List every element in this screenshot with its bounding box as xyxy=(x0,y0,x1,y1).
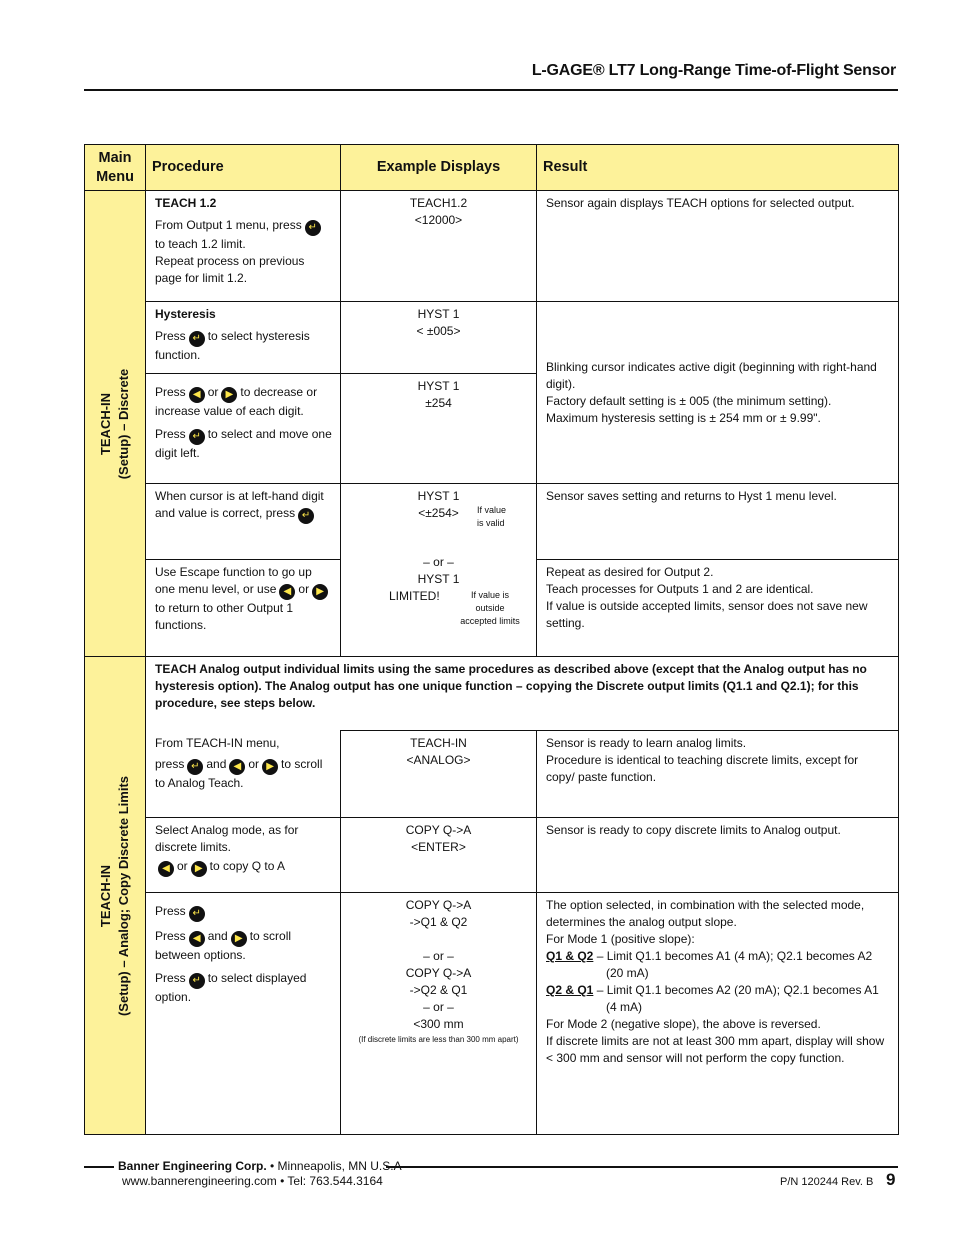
enter-key-icon: ↵ xyxy=(189,906,205,922)
document-title: L-GAGE® LT7 Long-Range Time-of-Flight Sensor xyxy=(531,62,896,79)
right-arrow-key-icon: ▶ xyxy=(231,931,247,947)
page-number: 9 xyxy=(886,1170,896,1189)
header-example-displays: Example Displays xyxy=(341,145,537,191)
example-teach12: TEACH1.2 <12000> xyxy=(341,191,537,302)
procedure-hysteresis-adjust: Press ◀ or ▶ to decrease or increase value of each digit. Press ↵ to select and move one digit left. xyxy=(146,374,341,484)
result-copy: The option selected, in combination with the selected mode, determines the analog output slope. For Mode 1 (positive slope): Q1 & Q2 – Limit Q1.1 becomes A1 (4 mA); Q2.1 becomes A2 (20 mA) Q2 & Q1 – Limit Q1.1 becomes A2 (20 mA); Q2.1 becomes A1 (4 mA) For Mode 2 (negative slope), the above is reversed. If discrete limits are not at least 300 mm apart, display will show < 300 mm and sensor will not perform the copy function. xyxy=(537,893,899,1135)
result-hysteresis-save: Sensor saves setting and returns to Hyst 1 menu level. xyxy=(537,484,899,560)
table-row xyxy=(85,191,899,302)
enter-key-icon: ↵ xyxy=(305,220,321,236)
header-result: Result xyxy=(537,145,899,191)
right-arrow-key-icon: ▶ xyxy=(191,861,207,877)
left-arrow-key-icon: ◀ xyxy=(229,759,245,775)
procedure-escape: Use Escape function to go up one menu level, or use ◀ or ▶to return to other Output 1 functions. xyxy=(146,560,341,657)
result-hysteresis: Blinking cursor indicates active digit (beginning with right-hand digit). Factory default setting is ± 005 (the minimum setting). Maximum hysteresis setting is ± 254 mm or ± 9.99". xyxy=(537,302,899,484)
procedure-hysteresis: Hysteresis Press ↵ to select hysteresis function. xyxy=(146,302,341,374)
table-row xyxy=(85,818,899,893)
result-analog-mode: Sensor is ready to copy discrete limits to Analog output. xyxy=(537,818,899,893)
left-arrow-key-icon: ◀ xyxy=(189,931,205,947)
analog-intro: TEACH Analog output individual limits using the same procedures as described above (except that the Analog output has no hysteresis option). The Analog output has one unique function – copying the Discrete output limits (Q1.1 and Q2.1); for this procedure, see steps below. xyxy=(146,657,899,731)
procedure-copy: Press ↵ Press ◀ and ▶ to scroll between options. Press ↵ to select displayed option. xyxy=(146,893,341,1135)
enter-key-icon: ↵ xyxy=(189,973,205,989)
example-copy: COPY Q->A ->Q1 & Q2 – or – COPY Q->A ->Q2 & Q1 – or – <300 mm (If discrete limits are less than 300 mm apart) xyxy=(341,893,537,1135)
right-arrow-key-icon: ▶ xyxy=(262,759,278,775)
enter-key-icon: ↵ xyxy=(189,331,205,347)
procedure-table xyxy=(84,144,899,1135)
header-main-menu: Main Menu xyxy=(85,145,146,191)
table-header-row xyxy=(85,145,899,191)
footer-part-number: P/N 120244 Rev. B xyxy=(780,1176,874,1188)
left-arrow-key-icon: ◀ xyxy=(158,861,174,877)
enter-key-icon: ↵ xyxy=(189,429,205,445)
section-label-analog: TEACH-IN (Setup) – Analog; Copy Discrete Limits xyxy=(85,657,146,1135)
example-analog-mode: COPY Q->A <ENTER> xyxy=(341,818,537,893)
footer-rule-left xyxy=(84,1166,114,1168)
example-hysteresis-save: HYST 1 <±254> If value is valid – or – HYST 1 LIMITED! If value is outside accepted limits xyxy=(341,484,537,657)
procedure-teach12: TEACH 1.2 From Output 1 menu, press ↵to teach 1.2 limit. Repeat process on previous page for limit 1.2. xyxy=(146,191,341,302)
footer-contact: www.bannerengineering.com • Tel: 763.544.3164 xyxy=(122,1174,383,1188)
result-escape: Repeat as desired for Output 2. Teach processes for Outputs 1 and 2 are identical. If value is outside accepted limits, sensor does not save new setting. xyxy=(537,560,899,657)
procedure-hysteresis-save: When cursor is at left-hand digit and value is correct, press ↵ xyxy=(146,484,341,560)
example-hysteresis: HYST 1 < ±005> xyxy=(341,302,537,374)
example-analog-teach: TEACH-IN <ANALOG> xyxy=(341,731,537,818)
result-teach12: Sensor again displays TEACH options for selected output. xyxy=(537,191,899,302)
table-row xyxy=(85,302,899,374)
table-row xyxy=(85,893,899,1135)
left-arrow-key-icon: ◀ xyxy=(189,387,205,403)
right-arrow-key-icon: ▶ xyxy=(221,387,237,403)
footer-rule-right xyxy=(386,1166,898,1168)
table-row xyxy=(85,484,899,560)
header-rule xyxy=(84,89,898,91)
example-hysteresis-adjust: HYST 1 ±254 xyxy=(341,374,537,484)
section-label-discrete: TEACH-IN (Setup) – Discrete xyxy=(85,191,146,657)
table-row xyxy=(85,657,899,731)
table-row xyxy=(85,731,899,818)
enter-key-icon: ↵ xyxy=(187,759,203,775)
header-procedure: Procedure xyxy=(146,145,341,191)
result-analog-teach: Sensor is ready to learn analog limits. Procedure is identical to teaching discrete limits, except for copy/ paste function. xyxy=(537,731,899,818)
right-arrow-key-icon: ▶ xyxy=(312,584,328,600)
procedure-analog-teach: From TEACH-IN menu, press ↵ and ◀ or ▶ to scroll to Analog Teach. xyxy=(146,731,341,818)
enter-key-icon: ↵ xyxy=(298,508,314,524)
footer-company: Banner Engineering Corp. • Minneapolis, MN U.S.A xyxy=(118,1159,402,1173)
procedure-analog-mode: Select Analog mode, as for discrete limits. ◀ or ▶ to copy Q to A xyxy=(146,818,341,893)
left-arrow-key-icon: ◀ xyxy=(279,584,295,600)
